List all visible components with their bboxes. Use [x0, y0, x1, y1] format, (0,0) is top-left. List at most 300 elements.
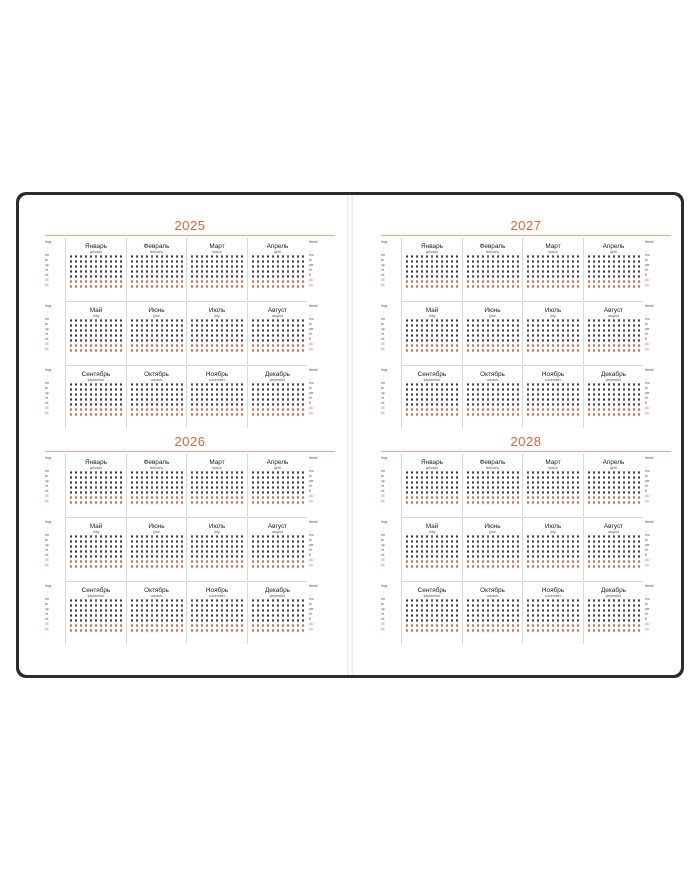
- day-row: [467, 555, 521, 557]
- year-calendar: [381, 218, 671, 430]
- month-block: [247, 238, 308, 300]
- day-row: [588, 540, 642, 542]
- weekday-en: fr: [645, 617, 648, 621]
- month-name-ru: Ноябрь: [205, 587, 229, 594]
- weekday-ru: ср: [45, 327, 49, 331]
- day-row: [131, 339, 185, 341]
- day-row: [70, 383, 124, 385]
- weekday-ru: вс: [381, 627, 385, 631]
- month-name-ru: Январь: [85, 243, 107, 250]
- day-row: [467, 599, 521, 601]
- month-name-ru: Июнь: [148, 307, 165, 314]
- day-row: [252, 275, 306, 277]
- day-row: [70, 319, 124, 321]
- day-row: [70, 398, 124, 400]
- day-row: [527, 486, 581, 488]
- day-row: [406, 545, 460, 547]
- day-row: [588, 285, 642, 287]
- year-calendar: [45, 434, 335, 646]
- month-name-en: december: [269, 378, 286, 382]
- day-row: [406, 344, 460, 346]
- weekday-ru: вт: [45, 474, 49, 478]
- month-name-en: may: [92, 530, 100, 534]
- day-row: [527, 624, 581, 626]
- day-row: [588, 609, 642, 611]
- day-row: [527, 604, 581, 606]
- day-row: [252, 398, 306, 400]
- weekday-en: th: [309, 548, 312, 552]
- day-row: [70, 339, 124, 341]
- day-row: [191, 481, 245, 483]
- month-block: [247, 454, 308, 516]
- day-row: [588, 629, 642, 631]
- weekday-en: su: [645, 411, 649, 415]
- month-name-en: september: [423, 594, 441, 598]
- weekday-ru: пт: [45, 401, 49, 405]
- day-row: [131, 501, 185, 503]
- weekday-list-ru: [45, 317, 49, 352]
- weekday-list-ru: [45, 381, 49, 416]
- day-row: [406, 260, 460, 262]
- day-row: [131, 476, 185, 478]
- month-block: [522, 518, 583, 580]
- week-label-en: Week: [309, 456, 318, 460]
- weekday-ru: сб: [45, 558, 49, 562]
- day-row: [467, 403, 521, 405]
- day-row: [406, 349, 460, 351]
- weekday-list-en: [309, 317, 314, 352]
- day-row: [467, 339, 521, 341]
- day-row: [70, 329, 124, 331]
- month-name-ru: Апрель: [602, 459, 625, 466]
- month-days: [131, 470, 185, 505]
- day-row: [191, 545, 245, 547]
- month-name-ru: Декабрь: [601, 587, 626, 594]
- day-row: [191, 486, 245, 488]
- month-days: [70, 598, 124, 633]
- month-days: [191, 318, 245, 353]
- day-row: [131, 565, 185, 567]
- month-block: [462, 366, 523, 428]
- weekday-en: we: [645, 607, 650, 611]
- month-name-en: april: [274, 250, 281, 254]
- day-row: [406, 599, 460, 601]
- weekday-en: fr: [645, 489, 648, 493]
- month-block: [462, 582, 523, 644]
- day-row: [406, 393, 460, 395]
- weekday-list-ru: [381, 533, 385, 568]
- month-name-ru: Июль: [208, 307, 226, 314]
- month-days: [467, 382, 521, 417]
- month-name-en: march: [212, 250, 222, 254]
- month-name-ru: Август: [603, 523, 624, 530]
- year-calendar: [45, 218, 335, 430]
- weekday-ru: пн: [381, 381, 385, 385]
- day-row: [527, 339, 581, 341]
- weekday-ru: сб: [381, 342, 385, 346]
- weekday-ru: ср: [45, 543, 49, 547]
- month-name-en: october: [150, 378, 163, 382]
- weekday-en: we: [309, 479, 314, 483]
- weekday-en: mo: [645, 469, 650, 473]
- weekday-list-en: [645, 317, 650, 352]
- day-row: [406, 550, 460, 552]
- day-row: [527, 324, 581, 326]
- weekday-en: fr: [309, 617, 312, 621]
- quarter-row: [45, 366, 335, 429]
- weekday-en: fr: [309, 553, 312, 557]
- day-row: [406, 629, 460, 631]
- weekday-ru: ср: [45, 263, 49, 267]
- weekday-en: mo: [645, 381, 650, 385]
- month-name-ru: Октябрь: [480, 371, 505, 378]
- day-row: [191, 619, 245, 621]
- month-block: [462, 454, 523, 516]
- day-row: [191, 329, 245, 331]
- day-row: [252, 270, 306, 272]
- quarter-row: [381, 454, 671, 517]
- weekday-ru: чт: [381, 268, 385, 272]
- day-row: [406, 398, 460, 400]
- day-row: [70, 491, 124, 493]
- day-row: [406, 383, 460, 385]
- month-name-ru: Сентябрь: [417, 371, 447, 378]
- day-row: [131, 609, 185, 611]
- day-row: [406, 491, 460, 493]
- weekday-en: tu: [309, 258, 312, 262]
- day-row: [131, 334, 185, 336]
- weekday-en: th: [645, 484, 648, 488]
- month-block: [401, 582, 462, 644]
- day-row: [527, 560, 581, 562]
- day-row: [588, 275, 642, 277]
- weekday-en: we: [309, 543, 314, 547]
- day-row: [467, 260, 521, 262]
- day-row: [406, 255, 460, 257]
- month-block: [186, 366, 247, 428]
- month-grid: [45, 454, 335, 644]
- day-row: [70, 550, 124, 552]
- weekday-en: mo: [645, 597, 650, 601]
- day-row: [588, 413, 642, 415]
- weekday-ru: вс: [381, 283, 385, 287]
- weekday-ru: вс: [381, 563, 385, 567]
- day-row: [252, 535, 306, 537]
- month-block: [522, 302, 583, 364]
- month-name-en: february: [485, 466, 500, 470]
- weekday-ru: вт: [381, 538, 385, 542]
- month-grid: [45, 238, 335, 428]
- weekday-ru: пн: [45, 317, 49, 321]
- month-name-ru: Июнь: [484, 523, 501, 530]
- weekday-ru: вт: [381, 602, 385, 606]
- day-row: [70, 403, 124, 405]
- weekday-en: tu: [645, 386, 648, 390]
- day-row: [588, 280, 642, 282]
- month-days: [406, 318, 460, 353]
- month-name-ru: Февраль: [143, 459, 170, 466]
- day-row: [191, 471, 245, 473]
- weekday-list-en: [645, 533, 650, 568]
- month-name-en: august: [272, 314, 283, 318]
- weekday-ru: сб: [381, 406, 385, 410]
- month-name-en: february: [149, 466, 164, 470]
- day-row: [527, 550, 581, 552]
- day-row: [527, 413, 581, 415]
- day-row: [467, 604, 521, 606]
- day-row: [527, 496, 581, 498]
- day-row: [131, 408, 185, 410]
- day-row: [588, 545, 642, 547]
- weekday-en: we: [309, 263, 314, 267]
- month-days: [527, 534, 581, 569]
- weekday-ru: пн: [45, 469, 49, 473]
- year-title: 2026: [174, 434, 206, 449]
- day-row: [70, 540, 124, 542]
- month-name-en: october: [486, 378, 499, 382]
- weekday-en: fr: [309, 489, 312, 493]
- weekday-en: th: [645, 396, 648, 400]
- weekday-ru: чт: [45, 484, 49, 488]
- weekday-en: su: [309, 627, 313, 631]
- month-name-ru: Март: [209, 459, 225, 466]
- weekday-ru: чт: [381, 396, 385, 400]
- day-row: [467, 624, 521, 626]
- day-row: [252, 260, 306, 262]
- weekday-ru: ср: [381, 391, 385, 395]
- month-name-ru: Май: [425, 307, 439, 314]
- day-row: [467, 280, 521, 282]
- day-row: [467, 334, 521, 336]
- year-title: 2027: [510, 218, 542, 233]
- month-name-ru: Июль: [544, 307, 562, 314]
- weekday-en: mo: [309, 597, 314, 601]
- weekday-ru: чт: [381, 332, 385, 336]
- month-block: [583, 238, 644, 300]
- day-row: [406, 280, 460, 282]
- day-row: [588, 565, 642, 567]
- month-days: [588, 382, 642, 417]
- weekday-list-en: [309, 253, 314, 288]
- year-title: 2025: [174, 218, 206, 233]
- day-row: [191, 408, 245, 410]
- month-name-ru: Январь: [421, 243, 443, 250]
- week-label-ru: Нед: [45, 368, 52, 372]
- weekday-ru: вт: [45, 322, 49, 326]
- month-days: [467, 598, 521, 633]
- day-row: [588, 265, 642, 267]
- weekday-en: we: [645, 479, 650, 483]
- day-row: [70, 388, 124, 390]
- month-days: [406, 470, 460, 505]
- day-row: [588, 339, 642, 341]
- day-row: [70, 471, 124, 473]
- day-row: [406, 471, 460, 473]
- day-row: [588, 619, 642, 621]
- weekday-en: su: [645, 563, 649, 567]
- month-name-en: november: [209, 378, 225, 382]
- month-block: [126, 582, 187, 644]
- day-row: [252, 471, 306, 473]
- weekday-ru: вт: [45, 602, 49, 606]
- day-row: [252, 629, 306, 631]
- day-row: [406, 324, 460, 326]
- weekday-ru: вт: [381, 258, 385, 262]
- week-label-en: Week: [309, 584, 318, 588]
- day-row: [191, 388, 245, 390]
- day-row: [70, 496, 124, 498]
- month-name-ru: Апрель: [266, 243, 289, 250]
- weekday-ru: ср: [381, 479, 385, 483]
- month-name-en: june: [153, 314, 160, 318]
- weekday-en: mo: [309, 317, 314, 321]
- month-block: [401, 454, 462, 516]
- day-row: [467, 265, 521, 267]
- day-row: [252, 383, 306, 385]
- year-divider: [381, 235, 671, 236]
- weekday-en: tu: [309, 602, 312, 606]
- weekday-en: tu: [309, 538, 312, 542]
- month-name-ru: Октябрь: [144, 371, 169, 378]
- weekday-ru: чт: [45, 612, 49, 616]
- day-row: [467, 383, 521, 385]
- weekday-en: tu: [309, 474, 312, 478]
- month-days: [252, 598, 306, 633]
- day-row: [527, 280, 581, 282]
- day-row: [191, 565, 245, 567]
- day-row: [131, 535, 185, 537]
- day-row: [467, 393, 521, 395]
- month-days: [70, 254, 124, 289]
- day-row: [131, 496, 185, 498]
- day-row: [252, 491, 306, 493]
- day-row: [70, 280, 124, 282]
- day-row: [131, 319, 185, 321]
- weekday-en: fr: [309, 273, 312, 277]
- day-row: [191, 604, 245, 606]
- day-row: [527, 614, 581, 616]
- day-row: [406, 319, 460, 321]
- day-row: [527, 329, 581, 331]
- week-label-en: Week: [645, 240, 654, 244]
- month-block: [522, 454, 583, 516]
- day-row: [70, 344, 124, 346]
- weekday-ru: сб: [45, 342, 49, 346]
- weekday-en: su: [645, 627, 649, 631]
- day-row: [70, 555, 124, 557]
- month-name-en: may: [92, 314, 100, 318]
- month-days: [588, 318, 642, 353]
- month-name-en: january: [90, 466, 102, 470]
- month-name-ru: Ноябрь: [541, 587, 565, 594]
- month-block: [522, 582, 583, 644]
- weekday-en: sa: [309, 406, 313, 410]
- month-name-en: july: [214, 314, 220, 318]
- weekday-list-en: [645, 469, 650, 504]
- weekday-ru: пт: [381, 553, 385, 557]
- month-block: [126, 454, 187, 516]
- weekday-en: su: [309, 283, 313, 287]
- weekday-en: mo: [645, 253, 650, 257]
- month-days: [527, 318, 581, 353]
- year-calendar: [381, 434, 671, 646]
- weekday-ru: пт: [45, 617, 49, 621]
- weekday-ru: чт: [381, 548, 385, 552]
- month-name-ru: Январь: [85, 459, 107, 466]
- month-name-en: august: [608, 530, 619, 534]
- weekday-ru: вс: [45, 627, 49, 631]
- day-row: [252, 599, 306, 601]
- day-row: [527, 535, 581, 537]
- day-row: [527, 265, 581, 267]
- month-name-en: september: [87, 594, 105, 598]
- day-row: [131, 388, 185, 390]
- month-days: [406, 534, 460, 569]
- day-row: [131, 604, 185, 606]
- weekday-en: mo: [645, 317, 650, 321]
- day-row: [70, 255, 124, 257]
- weekday-ru: пт: [45, 273, 49, 277]
- day-row: [191, 629, 245, 631]
- day-row: [527, 476, 581, 478]
- week-label-en: Week: [309, 304, 318, 308]
- weekday-ru: вт: [381, 474, 385, 478]
- month-days: [191, 254, 245, 289]
- month-block: [186, 454, 247, 516]
- day-row: [191, 609, 245, 611]
- weekday-ru: вс: [45, 499, 49, 503]
- month-block: [65, 454, 126, 516]
- year-title: 2028: [510, 434, 542, 449]
- weekday-ru: чт: [381, 612, 385, 616]
- day-row: [467, 535, 521, 537]
- month-days: [406, 382, 460, 417]
- weekday-en: th: [645, 548, 648, 552]
- day-row: [252, 319, 306, 321]
- day-row: [406, 535, 460, 537]
- month-name-ru: Февраль: [479, 243, 506, 250]
- week-label-ru: Нед: [45, 304, 52, 308]
- month-name-ru: Май: [425, 523, 439, 530]
- month-name-en: june: [153, 530, 160, 534]
- week-label-en: Week: [645, 520, 654, 524]
- day-row: [406, 403, 460, 405]
- weekday-en: we: [645, 327, 650, 331]
- weekday-en: su: [645, 283, 649, 287]
- day-row: [131, 629, 185, 631]
- weekday-ru: сб: [381, 494, 385, 498]
- day-row: [588, 260, 642, 262]
- weekday-en: sa: [645, 406, 649, 410]
- month-name-en: august: [608, 314, 619, 318]
- weekday-ru: пт: [381, 273, 385, 277]
- day-row: [252, 408, 306, 410]
- weekday-en: sa: [645, 342, 649, 346]
- day-row: [70, 476, 124, 478]
- day-row: [131, 413, 185, 415]
- month-block: [126, 302, 187, 364]
- quarter-row: [381, 366, 671, 429]
- month-days: [252, 254, 306, 289]
- month-block: [522, 366, 583, 428]
- day-row: [191, 344, 245, 346]
- day-row: [527, 609, 581, 611]
- weekday-en: th: [309, 268, 312, 272]
- day-row: [406, 339, 460, 341]
- month-days: [467, 318, 521, 353]
- month-days: [131, 382, 185, 417]
- weekday-ru: пт: [381, 337, 385, 341]
